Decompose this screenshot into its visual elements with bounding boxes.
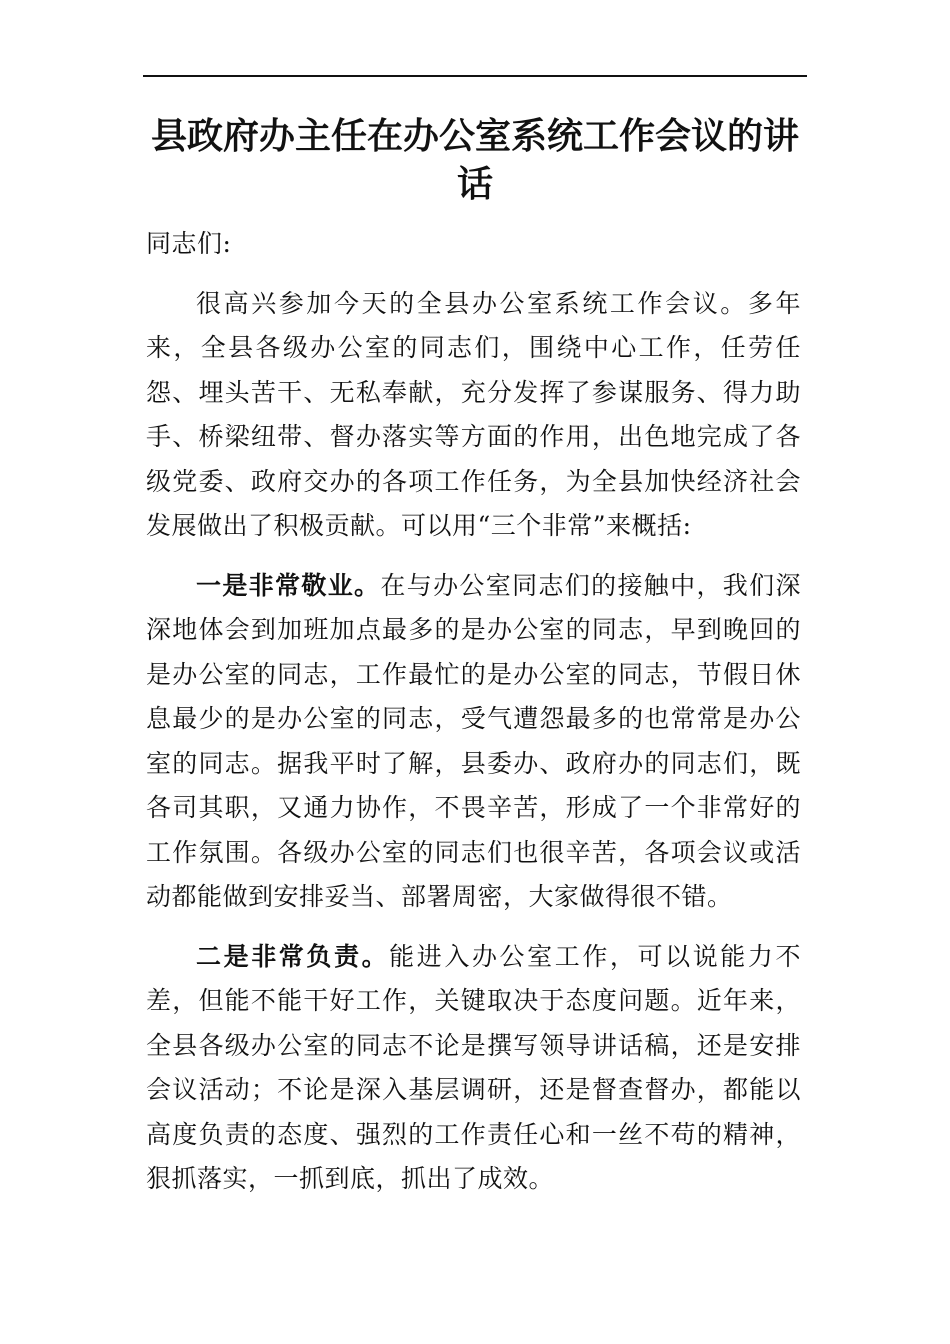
paragraph-responsibility — [146, 935, 801, 1202]
document-title: 县政府办主任在办公室系统工作会议的讲话 — [150, 115, 799, 205]
paragraph-text: 在与办公室同志们的接触中，我们深深地体会到加班加点最多的是办公室的同志，早到晚回的是办公室的同志，工作最忙的是办公室的同志，节假日休息最少的是办公室的同志，受气遭怨最多的也常常是办公室的同志。据我平时了解，县委办、政府办的同志们，既各司其职，又通力协作，不畏辛苦，形成了一个非常好的工作氛围。各级办公室的同志们也很辛苦，各项会议或活动都能做到安排妥当、部署周密，大家做得很不错。 — [146, 570, 801, 911]
document-body — [146, 222, 801, 1217]
header-rule — [143, 75, 807, 77]
paragraph-text: 很高兴参加今天的全县办公室系统工作会议。多年来，全县各级办公室的同志们，围绕中心工作，任劳任怨、埋头苦干、无私奉献，充分发挥了参谋服务、得力助手、桥梁纽带、督办落实等方面的作用，出色地完成了各级党委、政府交办的各项工作任务，为全县加快经济社会发展做出了积极贡献。可以用“三个非常”来概括: — [146, 288, 801, 540]
salutation: 同志们: — [146, 229, 232, 258]
paragraph-lead: 一是非常敬业。 — [196, 570, 381, 600]
paragraph-dedication — [146, 564, 801, 920]
paragraph-lead: 二是非常负责。 — [196, 941, 390, 971]
paragraph-intro — [146, 282, 801, 549]
paragraph-text: 能进入办公室工作，可以说能力不差，但能不能干好工作，关键取决于态度问题。近年来，全县各级办公室的同志不论是撰写领导讲话稿，还是安排会议活动；不论是深入基层调研，还是督查督办，都能以高度负责的态度、强烈的工作责任心和一丝不苟的精神，狠抓落实，一抓到底，抓出了成效。 — [146, 941, 801, 1193]
